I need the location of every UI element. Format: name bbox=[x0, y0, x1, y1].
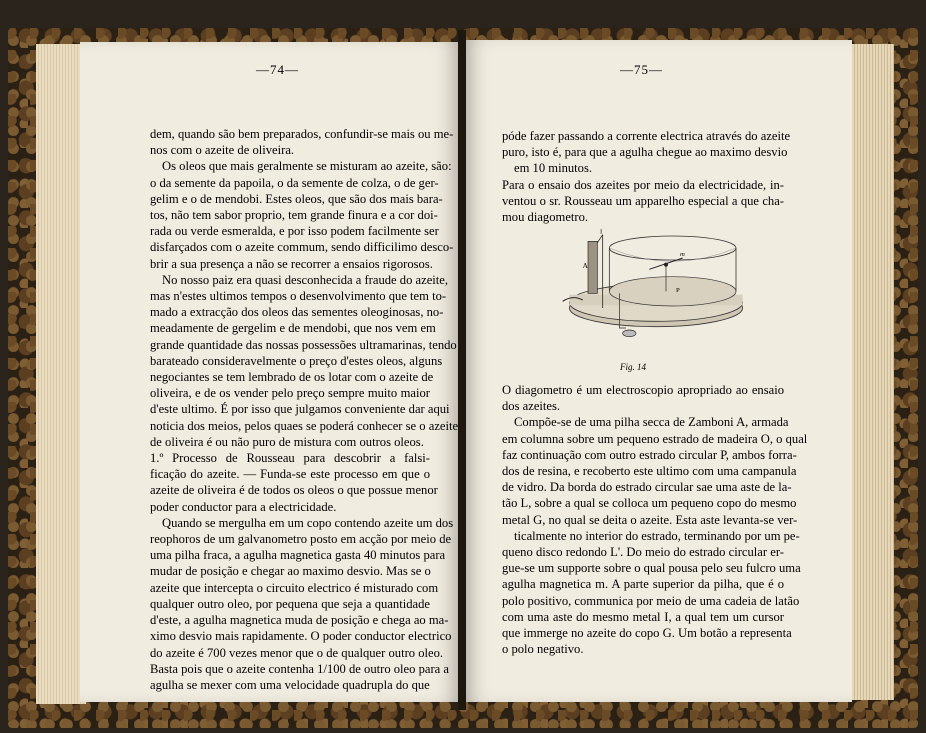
text-line: negociantes se tem lembrado de os lotar com o azeite de bbox=[150, 370, 434, 385]
text-line: em 10 minutos. bbox=[514, 161, 593, 176]
right-page-text-bottom bbox=[502, 382, 808, 657]
text-line: Basta pois que o azeite contenha 1/100 de outro oleo para a bbox=[150, 661, 449, 676]
diagometer-figure bbox=[556, 222, 756, 354]
text-line: reophoros de um galvanometro posto em acção por meio de bbox=[150, 532, 452, 547]
text-line: metal G, no qual se deita o azeite. Esta aste levanta-se ver- bbox=[502, 512, 798, 527]
text-line: polo positivo, communica por meio de uma cadeia de latão bbox=[502, 593, 800, 608]
figure-label-A: A bbox=[582, 261, 588, 270]
figure-caption: Fig. 14 bbox=[620, 362, 646, 372]
text-line: mou diagometro. bbox=[502, 210, 589, 225]
right-page-number: —75— bbox=[620, 62, 663, 77]
text-line: de oliveira é ou não puro de mistura com outros oleos. bbox=[150, 434, 424, 449]
text-line: O diagometro é um electroscopio apropriado ao ensaio bbox=[502, 383, 784, 397]
text-line: Quando se mergulha em um copo contendo azeite um dos bbox=[162, 515, 454, 530]
text-line: gue-se um supporte sobre o qual pousa pelo seu fulcro uma bbox=[502, 561, 801, 576]
text-line: oliveira, e de os vender pelo preço sempre muito maior bbox=[150, 386, 430, 401]
text-line: noticia dos meios, pelos quaes se poderá conhecer se o azeite bbox=[150, 418, 459, 433]
text-line: ticalmente no interior do estrado, terminando por um pe- bbox=[514, 528, 800, 543]
text-line: de vidro. Da borda do estrado circular sae uma aste de la- bbox=[502, 480, 792, 495]
text-line: mas n'estes ultimos tempos o desenvolvimento que tem to- bbox=[150, 289, 447, 304]
text-line: No nosso paiz era quasi desconhecida a fraude do azeite, bbox=[162, 272, 449, 287]
text-line: meadamente de gergelim e de mendobi, que nos vem em bbox=[150, 321, 436, 336]
figure-label-I: I bbox=[600, 228, 603, 236]
text-line: tos, não tem sabor proprio, tem grande finura e a cor doi- bbox=[150, 208, 438, 223]
text-line: dos de resina, e recoberto este ultimo com uma campanula bbox=[502, 464, 797, 479]
text-line: azeite que intercepta o circuito electrico é misturado com bbox=[150, 580, 439, 595]
book-gutter bbox=[458, 30, 466, 710]
text-line: do azeite é 700 vezes menor que o de qualquer outro oleo. bbox=[150, 645, 444, 660]
text-line: agulha se mexer com uma velocidade quadrupla do que bbox=[150, 677, 430, 692]
left-page-number: —74— bbox=[256, 62, 299, 77]
text-line: dos azeites. bbox=[502, 399, 561, 414]
text-line: Os oleos que mais geralmente se misturam ao azeite, são: bbox=[162, 159, 452, 174]
text-line: com uma aste do mesmo metal I, a qual tem um cursor bbox=[502, 609, 784, 624]
text-line: faz continuação com outro estrado circular P, ambos forra- bbox=[502, 447, 797, 462]
figure-label-P: P bbox=[676, 287, 680, 294]
text-line: o polo negativo. bbox=[502, 642, 584, 657]
right-page-text-top bbox=[502, 128, 791, 225]
text-line: mudar de posição e chegar ao maximo desvio. Mas se o bbox=[150, 564, 431, 579]
text-line: grande quantidade das nossas possessões ultramarinas, tendo bbox=[150, 337, 457, 352]
figure-label-m: m bbox=[680, 251, 685, 258]
text-line: rada ou verde esmeralda, e por isso podem facilmente ser bbox=[150, 224, 439, 239]
left-page-text bbox=[150, 126, 459, 693]
text-line: brir a sua presença a não se recorrer a ensaios rigorosos. bbox=[150, 256, 433, 271]
text-line: Para o ensaio dos azeites por meio da electricidade, in- bbox=[502, 177, 784, 192]
text-line: d'este ultimo. É por isso que julgamos conveniente dar aqui bbox=[150, 402, 450, 417]
text-line: azeite de oliveira é de todos os oleos o que possue menor bbox=[150, 483, 438, 498]
text-line: ventou o sr. Rousseau um apparelho especial a que cha- bbox=[502, 193, 784, 208]
text-line: mado a extracção dos oleos das sementes oleoginosas, no- bbox=[150, 305, 444, 320]
text-line: disfarçados com o azeite commum, sendo difficilimo desco- bbox=[150, 240, 454, 255]
text-line: barateado consideravelmente o preço d'estes oleos, alguns bbox=[150, 353, 443, 368]
text-line: ximo desvio mais rapidamente. O poder conductor electrico bbox=[150, 629, 452, 644]
text-line: agulha magnetica m. A parte superior da pilha, que é o bbox=[502, 577, 784, 592]
text-line: nos com o azeite de oliveira. bbox=[150, 143, 295, 158]
text-line: queno disco redondo L'. Do meio do estrado circular er- bbox=[502, 545, 784, 560]
text-line: 1.º Processo de Rousseau para descobrir a falsi- bbox=[150, 451, 430, 466]
text-line: Compõe-se de uma pilha secca de Zamboni A, armada bbox=[514, 415, 789, 430]
text-line: puro, isto é, para que a agulha chegue ao maximo desvio bbox=[502, 145, 788, 160]
text-line: dem, quando são bem preparados, confundir-se mais ou me- bbox=[150, 127, 454, 141]
text-line: tão L, sobre a qual se colloca um pequeno copo do mesmo bbox=[502, 496, 797, 511]
text-line: poder conductor para a electricidade. bbox=[150, 499, 337, 514]
page-edges-right bbox=[846, 44, 894, 700]
text-line: qualquer outro oleo, por pequena que seja a quantidade bbox=[150, 596, 430, 611]
text-line: uma pilha fraca, a agulha magnetica gasta 40 minutos para bbox=[150, 548, 446, 563]
text-line: póde fazer passando a corrente electrica através do azeite bbox=[502, 129, 791, 143]
text-line: gelim e o de mendobi. Estes oleos, que são dos mais bara- bbox=[150, 191, 443, 206]
page-edges-left bbox=[36, 44, 86, 704]
text-line: que immerge no azeite do copo G. Um botão a representa bbox=[502, 626, 792, 641]
text-line: ficação do azeite. — Funda-se este processo em que o bbox=[150, 467, 430, 482]
text-line: d'este, a agulha magnetica muda de posição e chega ao ma- bbox=[150, 613, 449, 628]
text-line: em columna sobre um pequeno estrado de madeira O, o qual bbox=[502, 431, 808, 446]
text-line: o da semente da papoila, o da semente de colza, o de ger- bbox=[150, 175, 439, 190]
